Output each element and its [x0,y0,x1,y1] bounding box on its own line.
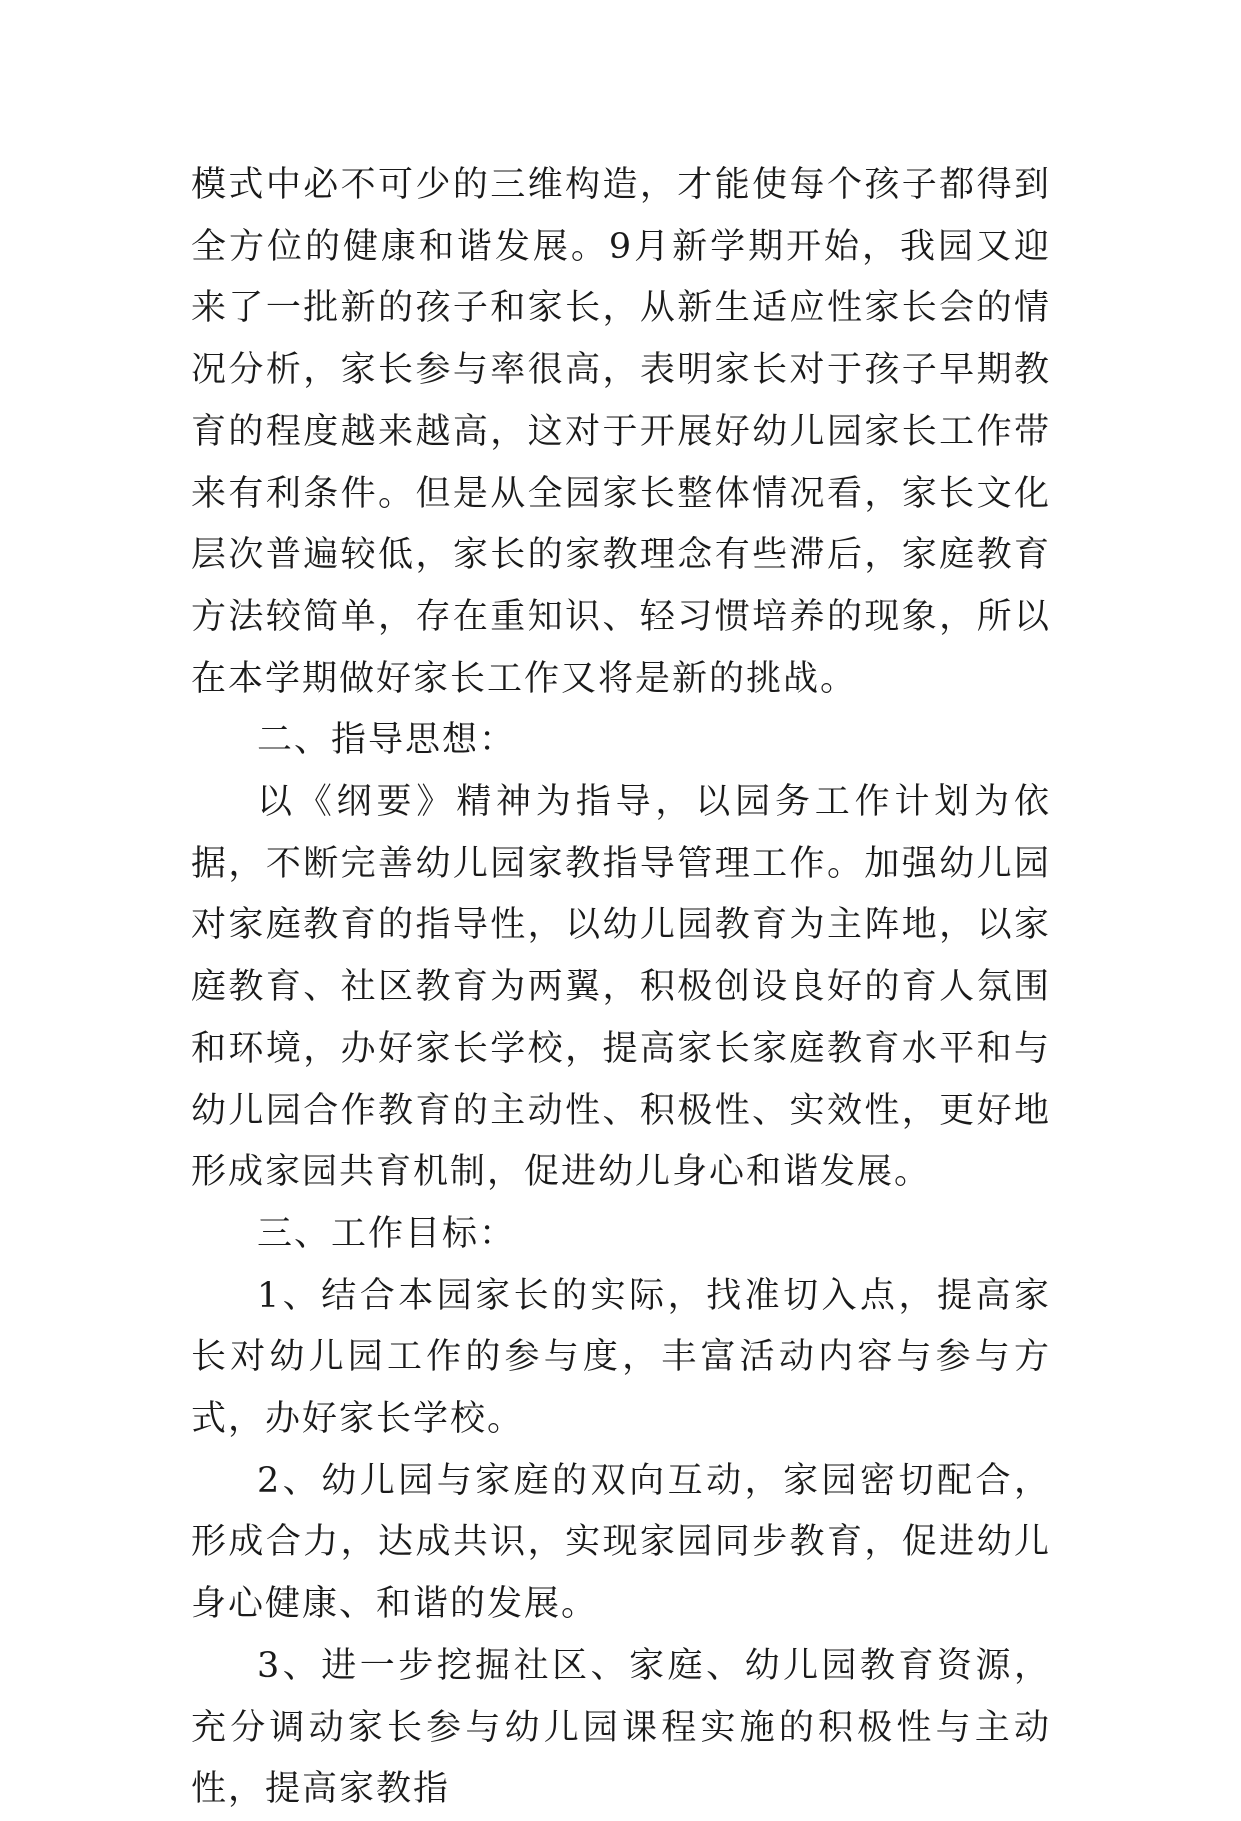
paragraph-goal-1: 1、结合本园家长的实际，找准切入点，提高家长对幼儿园工作的参与度，丰富活动内容与参与方式，办好家长学校。 [191,1275,1051,1440]
document-body [191,155,1051,1821]
section-heading-guiding-ideology: 二、指导思想： [257,720,517,761]
paragraph-intro-continuation: 模式中必不可少的三维构造，才能使每个孩子都得到全方位的健康和谐发展。9月新学期开始，我园又迎来了一批新的孩子和家长，从新生适应性家长会的情况分析，家长参与率很高，表明家长对于孩子早期教育的程度越来越高，这对于开展好幼儿园家长工作带来有利条件。但是从全园家长整体情况看，家长文化层次普遍较低，家长的家教理念有些滞后，家庭教育方法较简单，存在重知识、轻习惯培养的现象，所以在本学期做好家长工作又将是新的挑战。 [191,165,1051,699]
paragraph-goal-2: 2、幼儿园与家庭的双向互动，家园密切配合，形成合力，达成共识，实现家园同步教育，促进幼儿身心健康、和谐的发展。 [191,1460,1051,1625]
section-heading-work-goals: 三、工作目标： [257,1213,517,1254]
paragraph-guiding-ideology: 以《纲要》精神为指导，以园务工作计划为依据，不断完善幼儿园家教指导管理工作。加强幼儿园对家庭教育的指导性，以幼儿园教育为主阵地，以家庭教育、社区教育为两翼，积极创设良好的育人氛围和环境，办好家长学校，提高家长家庭教育水平和与幼儿园合作教育的主动性、积极性、实效性，更好地形成家园共育机制，促进幼儿身心和谐发展。 [191,782,1051,1193]
paragraph-goal-3: 3、进一步挖掘社区、家庭、幼儿园教育资源，充分调动家长参与幼儿园课程实施的积极性与主动性，提高家教指 [191,1645,1051,1810]
